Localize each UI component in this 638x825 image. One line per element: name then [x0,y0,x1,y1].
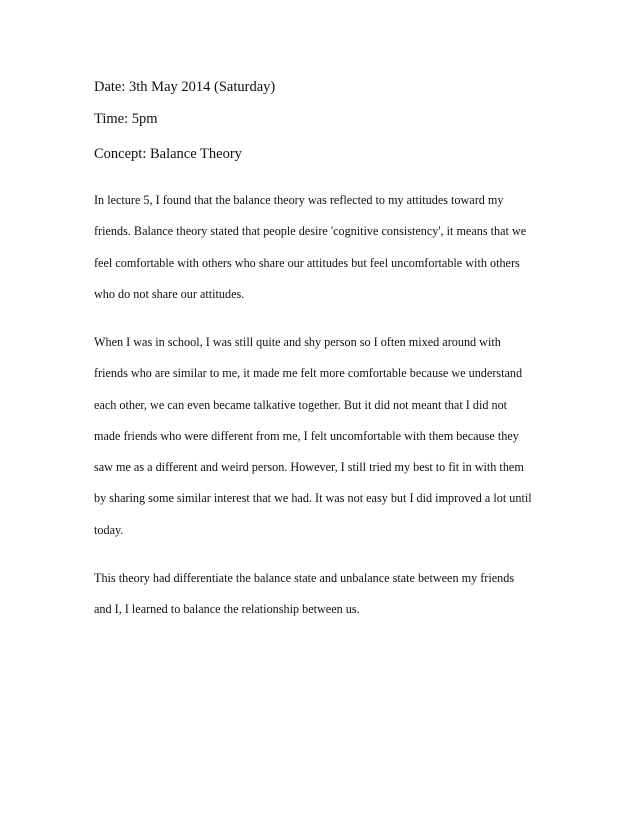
paragraph-line: This theory had differentiate the balance state and unbalance state between my friends [94,571,515,585]
paragraph-conclusion [94,570,554,633]
concept-line: Concept: Balance Theory [94,146,242,162]
paragraph-line: friends. Balance theory stated that people desire 'cognitive consistency', it means that we [94,224,527,239]
paragraph-line: who do not share our attitudes. [94,286,245,301]
paragraph-lecture [94,192,554,317]
paragraph-line: each other, we can even became talkative together. But it did not meant that I did not [94,397,508,412]
paragraph-line: and I, I learned to balance the relationship between us. [94,602,360,617]
paragraph-line: saw me as a different and weird person. However, I still tried my best to fit in with them [94,460,524,475]
paragraph-line: In lecture 5, I found that the balance theory was reflected to my attitudes toward my [94,193,504,207]
paragraph-line: by sharing some similar interest that we had. It was not easy but I did improved a lot until [94,491,532,506]
paragraph-line: today. [94,522,124,537]
paragraph-line: feel comfortable with others who share our attitudes but feel uncomfortable with others [94,255,520,270]
paragraph-school [94,334,554,553]
date-line: Date: 3th May 2014 (Saturday) [94,79,276,95]
paragraph-line: friends who are similar to me, it made me felt more comfortable because we understand [94,366,523,381]
time-line: Time: 5pm [94,111,158,127]
paragraph-line: When I was in school, I was still quite and shy person so I often mixed around with [94,335,501,349]
paragraph-line: made friends who were different from me, I felt uncomfortable with them because they [94,428,519,443]
